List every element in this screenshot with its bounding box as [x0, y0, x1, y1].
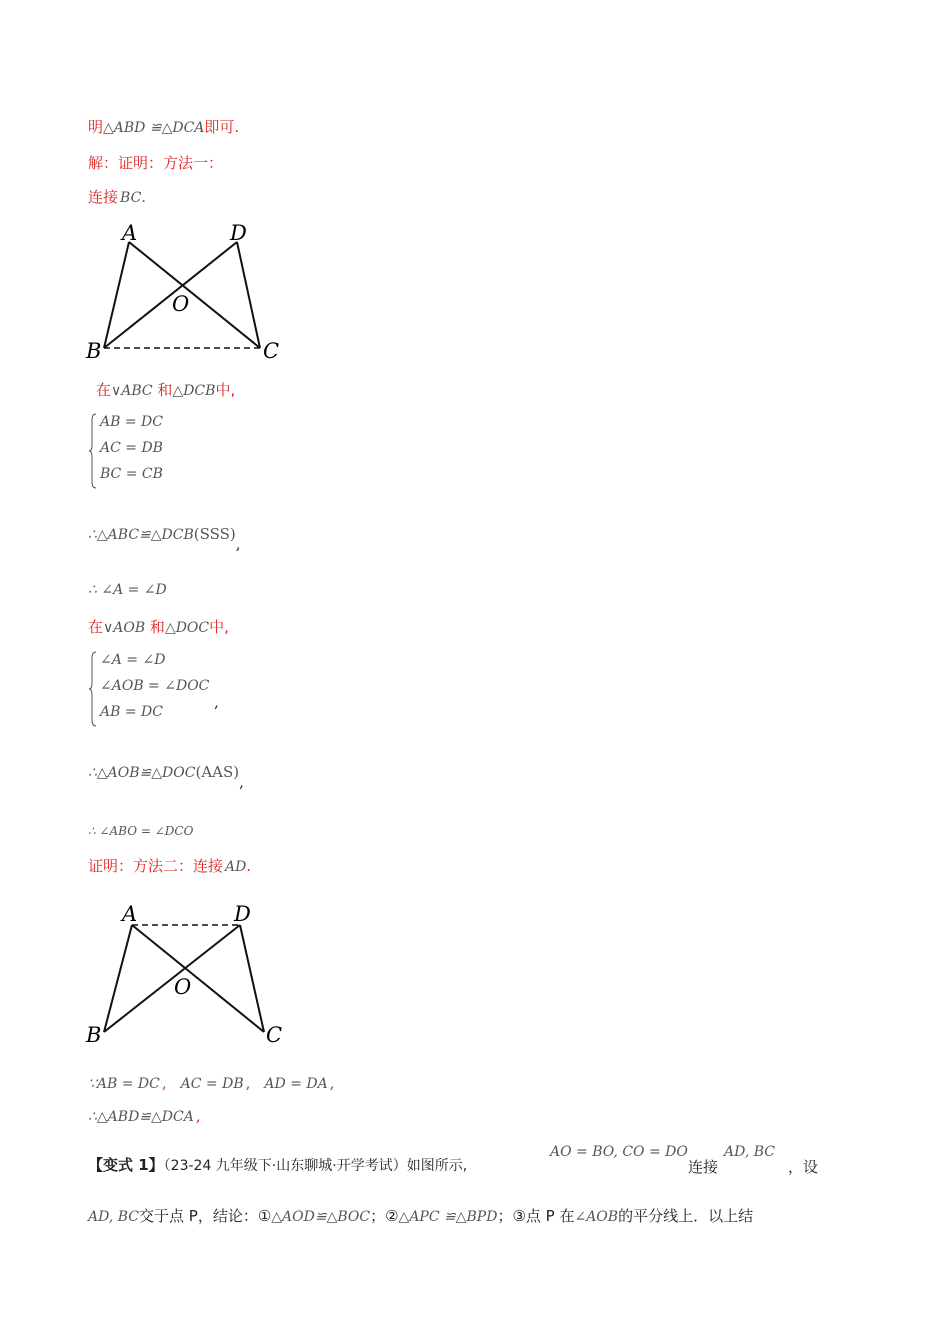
text: .	[246, 857, 252, 875]
reason: (AAS)	[195, 763, 240, 781]
label-b: B	[86, 1023, 102, 1047]
equation-row: AB = DC	[100, 414, 163, 430]
text: ,	[245, 1074, 251, 1092]
text: 连接	[688, 1158, 719, 1176]
label-a: A	[122, 221, 138, 245]
equation-system-2	[88, 650, 238, 730]
text: ,	[329, 1074, 335, 1092]
line-5	[88, 524, 241, 553]
equation-row: AB = DC	[100, 704, 163, 720]
equation-row: ∠A = ∠D	[100, 652, 166, 668]
figure-2	[84, 900, 294, 1048]
text: 和	[149, 618, 165, 636]
math: ∴△ABC≌△DCB	[88, 527, 194, 543]
label-d: D	[234, 902, 251, 926]
math: △APC ≌△BPD	[398, 1209, 498, 1225]
math: AD	[225, 859, 247, 875]
text: 连接	[88, 188, 119, 206]
math: ∴△AOB≌△DOC	[88, 765, 196, 781]
math: AC = DB	[180, 1076, 244, 1092]
brace-icon	[88, 412, 98, 490]
text: 在	[96, 381, 112, 399]
math: AO = BO, CO = DO	[550, 1144, 688, 1160]
math: △DCB	[172, 383, 216, 399]
text: 和	[157, 381, 173, 399]
label-d: D	[230, 221, 247, 245]
text: ,	[161, 1074, 167, 1092]
line-2: 解：证明：方法一：	[88, 154, 224, 172]
math: BC	[120, 190, 142, 206]
text: ,	[239, 773, 244, 791]
text: 的平分线上．以上结	[618, 1207, 754, 1225]
text: 即可.	[204, 118, 240, 136]
math: ∠AOB	[574, 1209, 619, 1225]
variation-label: 【变式 1】	[88, 1156, 164, 1174]
math: ∨AOB	[103, 620, 146, 636]
source: （23-24 九年级下·山东聊城·开学考试）如图所示,	[163, 1158, 468, 1174]
math: ∵AB = DC	[88, 1076, 160, 1092]
text: 明	[88, 118, 104, 136]
text: 交于点 P，结论：①	[139, 1207, 272, 1225]
label-o: O	[172, 292, 190, 316]
variation-1-line-2	[88, 1206, 753, 1227]
label-c: C	[263, 339, 280, 363]
line-11	[88, 1073, 335, 1094]
math: ∴△ABD≌△DCA	[88, 1109, 194, 1125]
line-12	[88, 1106, 201, 1127]
math: AD = DA	[264, 1076, 328, 1092]
math: ∨ABC	[111, 383, 153, 399]
reason: (SSS)	[193, 525, 236, 543]
label-a: A	[122, 902, 138, 926]
line-1	[88, 117, 239, 138]
equation-row: AC = DB	[100, 440, 163, 456]
brace-icon	[88, 650, 98, 728]
system-2-comma: ,	[214, 693, 219, 711]
line-7	[88, 617, 229, 638]
equation-row: ∠AOB = ∠DOC	[100, 678, 210, 694]
line-3	[88, 187, 146, 208]
label-o: O	[174, 975, 192, 999]
math: △ABD ≌△DCA	[103, 120, 205, 136]
equation-row: BC = CB	[100, 466, 163, 482]
text: 中,	[209, 618, 229, 636]
text: ；③点 P 在	[497, 1207, 575, 1225]
text: ,	[235, 535, 241, 553]
text: ,	[195, 1107, 201, 1125]
line-6: ∴ ∠A = ∠D	[88, 582, 167, 598]
text: 在	[88, 618, 104, 636]
text: 证明：方法二：连接	[88, 857, 224, 875]
figure-1	[84, 220, 294, 365]
text: ，设	[788, 1158, 819, 1176]
line-8	[88, 762, 244, 791]
text: 中,	[215, 381, 236, 399]
label-c: C	[266, 1023, 283, 1047]
line-9: ∴ ∠ABO = ∠DCO	[88, 824, 194, 838]
math: △DOC	[164, 620, 210, 636]
label-b: B	[86, 339, 102, 363]
math: AD, BC	[88, 1209, 139, 1225]
text: ；②	[370, 1207, 399, 1225]
text: .	[141, 188, 147, 206]
math: △AOD≌△BOC	[271, 1209, 371, 1225]
variation-1-heading	[88, 1155, 467, 1176]
line-10	[88, 856, 251, 877]
math: AD, BC	[724, 1144, 775, 1160]
line-4	[96, 380, 235, 401]
equation-system-1	[88, 412, 208, 492]
